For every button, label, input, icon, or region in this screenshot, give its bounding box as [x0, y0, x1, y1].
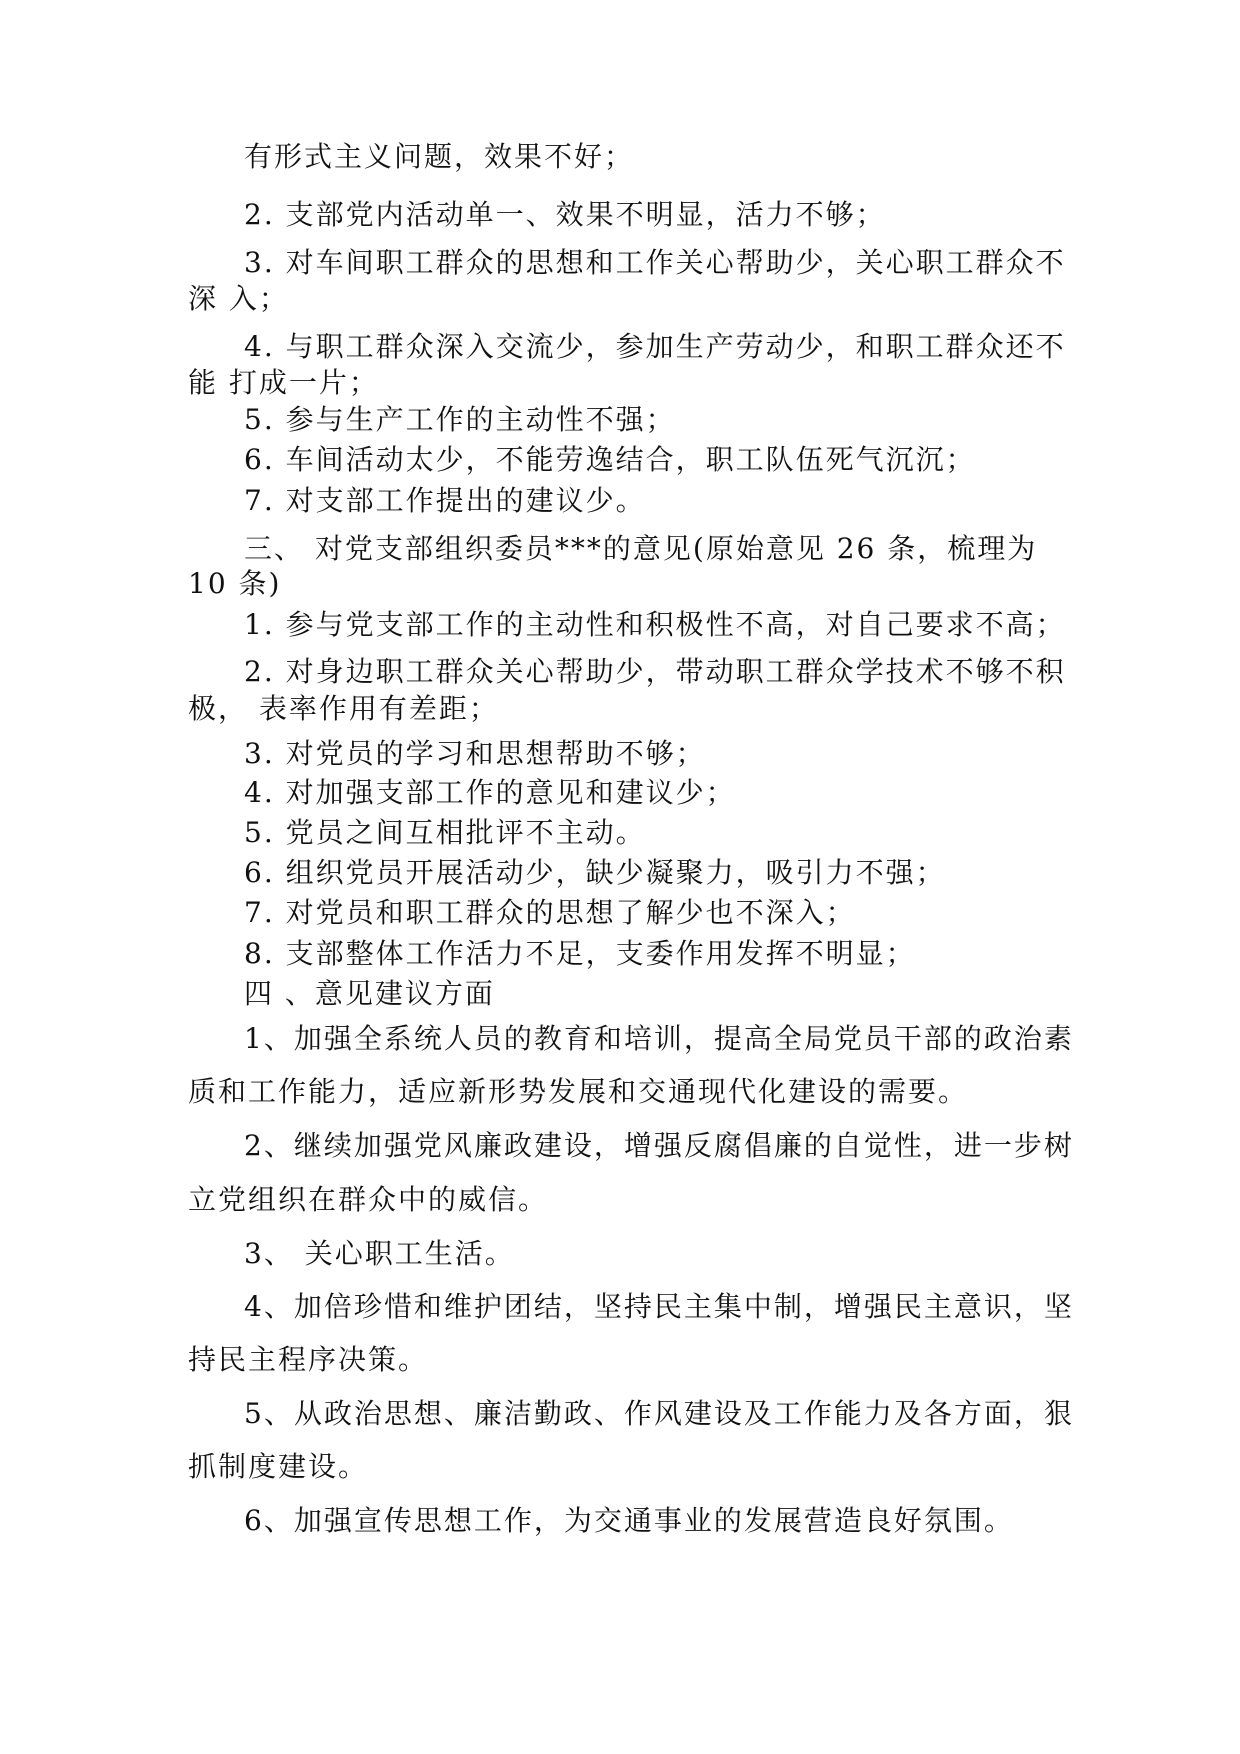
text-line: 6. 车间活动太少，不能劳逸结合，职工队伍死气沉沉； [244, 443, 976, 476]
text-line: 持民主程序决策。 [188, 1343, 429, 1376]
text-line: 5. 参与生产工作的主动性不强； [244, 403, 676, 436]
text-line: 4. 对加强支部工作的意见和建议少； [244, 776, 736, 809]
text-line: 5. 党员之间互相批评不主动。 [244, 816, 646, 849]
text-line: 3. 对党员的学习和思想帮助不够； [244, 737, 706, 770]
text-line: 1、加强全系统人员的教育和培训，提高全局党员干部的政治素 [244, 1022, 1074, 1055]
text-line: 7. 对支部工作提出的建议少。 [244, 484, 646, 517]
text-line: 极， 表率作用有差距； [188, 692, 499, 725]
text-line: 2. 支部党内活动单一、效果不明显，活力不够； [244, 198, 886, 231]
text-line: 7. 对党员和职工群众的思想了解少也不深入； [244, 896, 856, 929]
text-line: 3. 对车间职工群众的思想和工作关心帮助少，关心职工群众不 [244, 246, 1066, 279]
text-line: 能 打成一片； [188, 366, 379, 399]
text-line: 5、从政治思想、廉洁勤政、作风建设及工作能力及各方面，狠 [244, 1397, 1074, 1430]
text-line: 深 入； [188, 282, 289, 315]
section-heading: 三、 对党支部组织委员***的意见(原始意见 26 条，梳理为 [244, 532, 1038, 565]
text-line: 立党组织在群众中的威信。 [188, 1183, 549, 1216]
text-line: 抓制度建设。 [188, 1450, 369, 1483]
text-line: 有形式主义问题，效果不好； [244, 140, 635, 173]
text-line: 1. 参与党支部工作的主动性和积极性不高，对自己要求不高； [244, 608, 1066, 641]
text-line: 4. 与职工群众深入交流少，参加生产劳动少，和职工群众还不 [244, 330, 1066, 363]
text-line: 6. 组织党员开展活动少，缺少凝聚力，吸引力不强； [244, 856, 946, 889]
section-heading: 四 、意见建议方面 [244, 977, 495, 1010]
text-line: 6、加强宣传思想工作，为交通事业的发展营造良好氛围。 [244, 1504, 1014, 1537]
text-line: 2、继续加强党风廉政建设，增强反腐倡廉的自觉性，进一步树 [244, 1129, 1074, 1162]
text-line: 3、 关心职工生活。 [244, 1237, 515, 1270]
text-line: 8. 支部整体工作活力不足，支委作用发挥不明显； [244, 937, 916, 970]
section-heading: 10 条) [188, 567, 282, 600]
text-line: 2. 对身边职工群众关心帮助少，带动职工群众学技术不够不积 [244, 655, 1066, 688]
text-line: 质和工作能力，适应新形势发展和交通现代化建设的需要。 [188, 1075, 969, 1108]
text-line: 4、加倍珍惜和维护团结，坚持民主集中制，增强民主意识，坚 [244, 1290, 1074, 1323]
